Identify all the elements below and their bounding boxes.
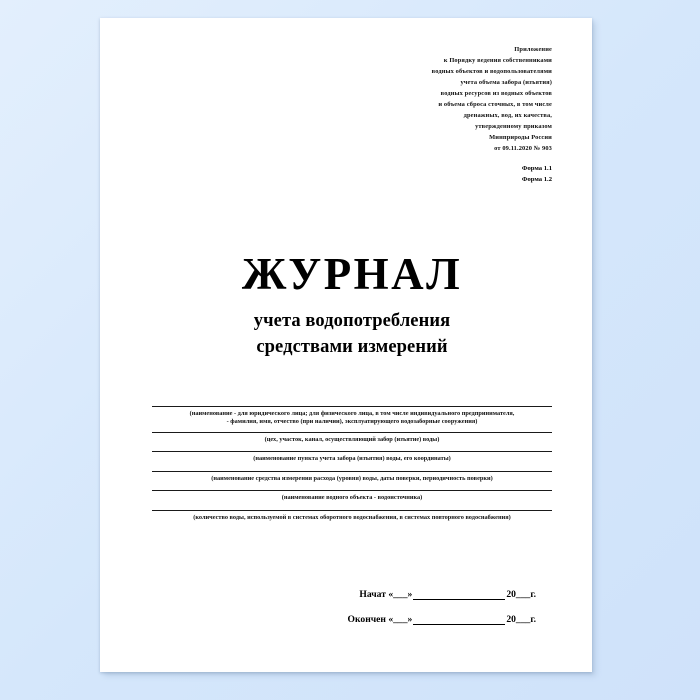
start-date-year: 20___г. [506, 589, 536, 601]
field-caption: (количество воды, используемой в системах оборотного водоснабжения, в системах повторного водоснабжения) [193, 513, 511, 521]
field-caption-line2: - фамилия, имя, отчество (при наличии), эксплуатирующего водозаборные сооружения) [226, 418, 478, 426]
field-metering-point [152, 451, 552, 471]
document-title-block [152, 248, 552, 358]
field-caption: (наименование средства измерения расхода (уровня) воды, даты поверки, периодичность поверки) [211, 474, 493, 482]
form-number: Форма 1.2 [521, 176, 552, 184]
start-date-row [152, 589, 536, 600]
field-caption: (наименование пункта учета забора (изъятия) воды, его координаты) [253, 455, 451, 463]
approval-line: Приложение [514, 46, 552, 53]
approval-line: водных ресурсов из водных объектов [440, 90, 552, 98]
approval-line: к Порядку ведения собственниками [443, 57, 552, 65]
field-water-body [152, 490, 552, 510]
field-caption-line1: (наименование - для юридического лица; для физического лица, в том числе индивидуального предпринимателя, [189, 409, 515, 417]
field-measuring-device [152, 471, 552, 491]
document-subtitle-line1: учета водопотребления [253, 310, 451, 331]
start-date-label: Начат «___» [359, 589, 413, 601]
document-body [100, 18, 592, 672]
document-page [100, 18, 592, 672]
form-number: Форма 1.1 [521, 165, 552, 173]
approval-line: водных объектов и водопользователями [431, 68, 552, 76]
approval-line: и объема сброса сточных, в том числе [438, 101, 552, 109]
document-subtitle-line2: средствами измерений [256, 336, 448, 357]
field-caption [152, 407, 552, 432]
field-recycled-water [152, 510, 552, 530]
form-number-block [302, 163, 552, 186]
field-caption: (цех, участок, канал, осуществляющий забор (изъятие) воды) [264, 435, 440, 443]
end-date-year: 20___г. [506, 614, 536, 626]
approval-line: дренажных, вод, их качества, [463, 112, 552, 120]
page-title: ЖУРНАЛ [241, 248, 463, 299]
end-date-row [152, 614, 536, 625]
approval-line: Минприроды России [489, 134, 552, 142]
journal-dates [152, 589, 552, 625]
field-caption: (наименование водного объекта - водоисточника) [281, 494, 423, 502]
approval-block [302, 44, 552, 154]
field-organization-name [152, 406, 552, 432]
end-date-label: Окончен «___» [347, 614, 413, 626]
approval-line: учета объема забора (изъятия) [460, 79, 552, 87]
approval-line: от 09.11.2020 № 903 [494, 145, 552, 153]
field-workshop [152, 432, 552, 452]
end-date-month-field[interactable] [413, 615, 505, 625]
start-date-month-field[interactable] [413, 590, 505, 600]
approval-line: утвержденному приказом [475, 123, 552, 131]
fill-in-fields [152, 406, 552, 530]
